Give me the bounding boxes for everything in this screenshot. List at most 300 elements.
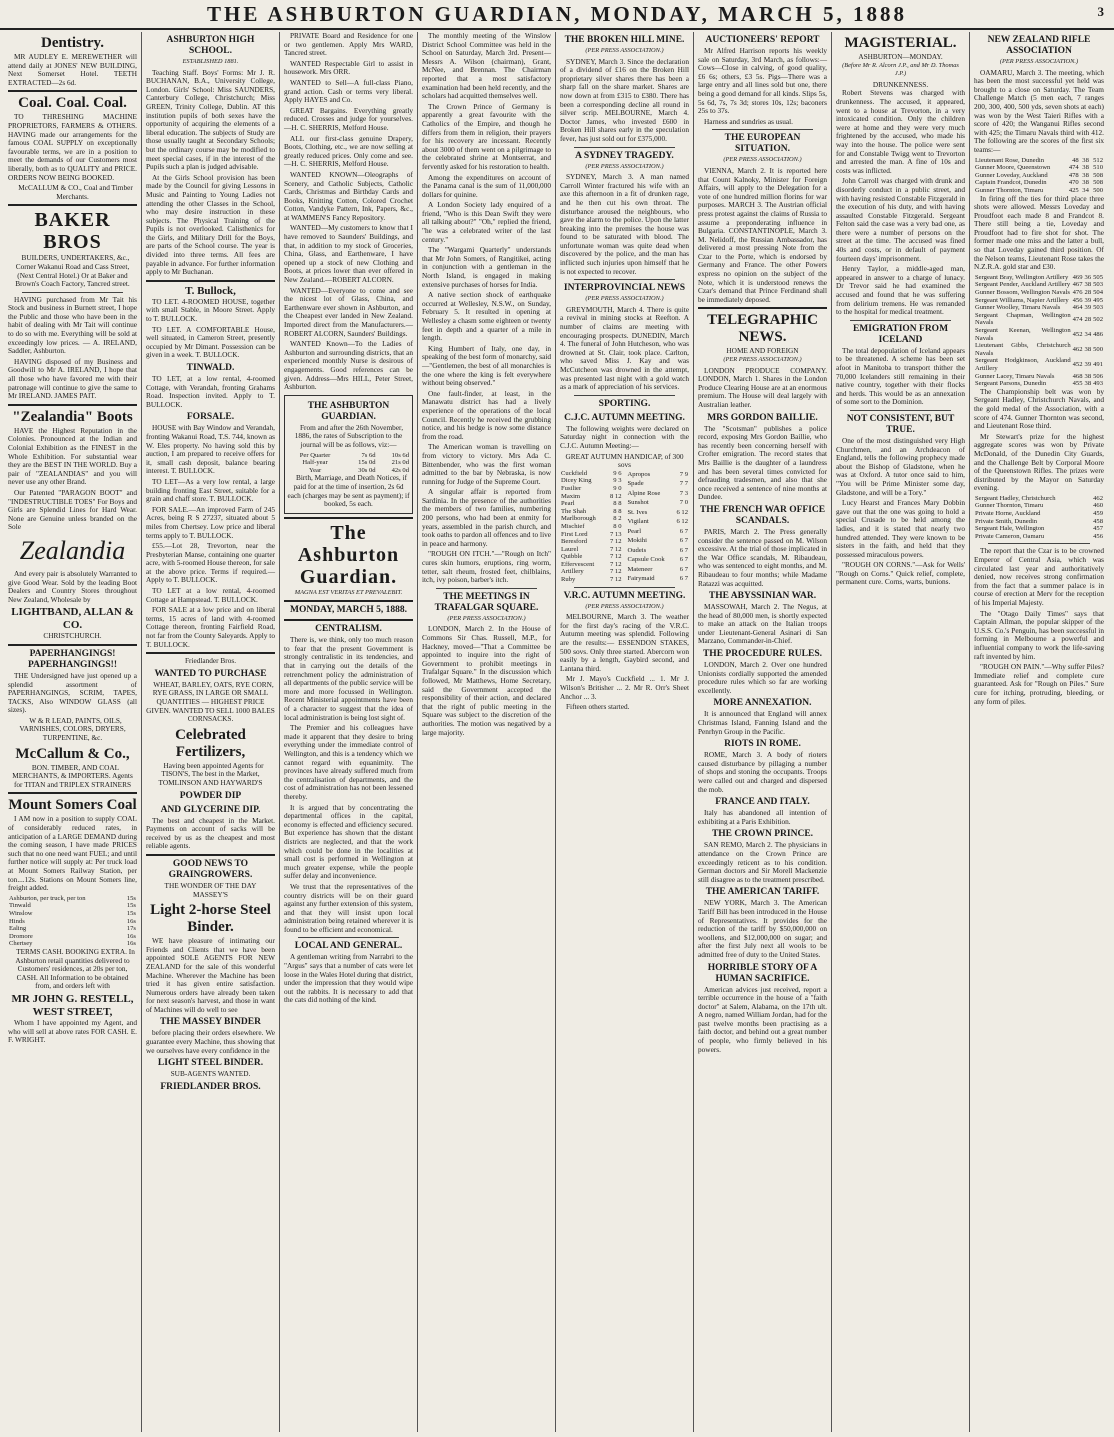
weight-row-w: 6 7 (679, 546, 688, 554)
team-score-row-a: 478 (1068, 171, 1079, 179)
aggregate-row-name: Private Smith, Dunedin (975, 517, 1038, 525)
rifle-text-3: The Championship belt was won by Sergeant Hadley, Christchurch Navals, and the gold medal of the Association, with a score of 474. Gunner Thornton was second, and Lieutenant Rose third. (974, 386, 1104, 431)
weight-row-w: 7 12 (609, 560, 622, 568)
wanted-purchase-heading: WANTED TO PURCHASE (154, 668, 267, 679)
team-score-row-name: Gunner Loveday, Auckland (975, 171, 1048, 179)
freight-table (8, 895, 137, 948)
weight-row-name: Apropos (627, 470, 651, 478)
divider (8, 204, 137, 206)
weight-row-name: Marlborough (561, 515, 596, 523)
score-row-b: 39 (1084, 304, 1092, 312)
score-row-b: 34 (1084, 330, 1092, 338)
freight-row-place: Chertsey (9, 940, 33, 948)
weight-row (560, 568, 623, 576)
local-text: A gentleman writing from Narrabri to the "Argus" says that a number of cats were let loose in the Wales Hotel during that district, under the impression that they would wipe out the rabbits. It is necessary to add that the cats did nothing of the kind. (284, 952, 413, 1005)
wonder-label: THE WONDER OF THE DAY (164, 880, 257, 890)
london-produce-text: LONDON PRODUCE COMPANY. LONDON, March 1. Shares in the London Produce Clearing House are at an enormous premium. The House will deal largely with Australian leather. (698, 365, 827, 409)
weight-row (560, 546, 623, 554)
bullock-heading: T. Bullock, (185, 284, 236, 297)
scores-table (974, 274, 1104, 388)
wanted-ad-6: WANTED KNOWN—Oleographs of Scenery, and Catholic Subjects, Catholic Cards, Christmas and Birthday Cards and Books, Knitting Cotton, Colored Crochet Cotton, Vandyke Pattern, Ink, Papers, &c., at WAMMEN'S Fancy Repository. (284, 169, 413, 222)
not-consistent-heading: NOT CONSISTENT, BUT TRUE. (846, 413, 955, 435)
score-row-b: 39 (1084, 296, 1092, 304)
weight-row-name: St. Ives (627, 508, 648, 516)
otago-text: The "Otago Daily Times" says that Captain Allman, the popular skipper of the U.S.S. Co.'s Penguin, has been successful in forming in Melbourne a powerful and influential company to work the life-saving raft invented by him. (974, 608, 1104, 661)
to-let-1: TO LET. 4-ROOMED HOUSE, together with small Stable, in Moore Street. Apply to T. BULLOCK. (146, 296, 275, 324)
france-italy-text: Italy has abandoned all intention of exhibiting at a Paris Exhibition. (698, 808, 827, 826)
freight-row-price: 15s (126, 894, 136, 902)
zealandia-brand-logo: Zealandia (19, 535, 126, 565)
aggregate-row-name: Private Cameron, Oamaru (975, 532, 1045, 540)
emigration-heading: EMIGRATION FROM ICELAND (852, 323, 949, 345)
weight-row-w: 7 12 (609, 545, 622, 553)
weight-row-name: Fusilier (561, 484, 582, 492)
score-row-a: 452 (1072, 361, 1083, 369)
binder-text: WE have pleasure of intimating our Friends and Clients that we have been appointed SOLE AGENTS FOR NEW ZEALAND for the sale of this wonderful Machine. Wherever the Machine has been tried it has given entire satisfaction. Numerous orders have already been taken for next season's harvest, and those in want of Machines will do well to see (146, 936, 275, 1014)
divider (22, 292, 123, 293)
rate-row-v2: 10s 6d (391, 451, 409, 459)
restell-name: MR JOHN G. RESTELL, WEST STREET, (11, 992, 134, 1018)
centralism-p4: We trust that the representatives of the country districts will be on their guard against any further extension of this system, and that they will insist upon local administration being retained wherever it is found to be efficient and economical. (284, 881, 413, 934)
to-let-2: TO LET. A COMFORTABLE House, well situated, in Cameron Street, presently occupied by Mr Dimant. Possession can be given in a week. T. BULLOCK. (146, 324, 275, 360)
procedure-text: LONDON, March 2. Over one hundred Unionists cordially supported the amended procedure rules which so far are working excellently. (698, 660, 827, 695)
divider (8, 404, 137, 406)
births-text: Birth, Marriage, and Death Notices, if paid for at the time of insertion, 2s 6d each (charges may be sent as payment); if booked, 5s each. (287, 473, 410, 509)
team-score-row-b: 38 (1082, 179, 1089, 187)
coal-heading: Coal. Coal. Coal. (18, 95, 127, 112)
weight-row-w: 7 13 (609, 530, 622, 538)
auctioneers-heading: AUCTIONEERS' REPORT (705, 35, 820, 45)
aristocrat-text: One fault-finder, at least, in the Manawatu district has had a lively experience of the operations of the local Council. Recently he received the grubbing notice, and his hedge is now some distance from the road. (422, 388, 551, 441)
tariff-text: NEW YORK, March 3. The American Tariff Bill has been introduced in the House of Representatives. It provides for the reduction of the tariff by $50,000,000 on woollens, and $12,000,000 on sugar; and after the first July next all wools to be admitted free of duty to the United States. (698, 898, 827, 959)
freight-row (8, 910, 137, 918)
riots-text: ROME, March 3. A body of rioters caused disturbance by pillaging a number of shops and stoning the occupants. Troops were called out and charged and dispersed the mob. (698, 750, 827, 794)
baker-heading: BAKER BROS (34, 209, 111, 254)
weight-row-w: 8 2 (613, 515, 622, 523)
weight-row (627, 555, 690, 564)
team-score-row (974, 172, 1104, 180)
abyssinian-text: MASSOWAH, March 2. The Negus, at the head of 80,000 men, is shortly expected to make an attack on the Italian troops under Lieutenant-General Asinari di San Marzano, Commander-in-Chief. (698, 602, 827, 646)
rate-row-label: Half-year (302, 459, 328, 467)
score-row-c: 502 (1093, 315, 1103, 323)
centralism-p3: It is argued that by concentrating the departmental offices in the capital, economy is effected and efficiency secured. But experience has shown that the distant districts are neglected, and that the work which could be done in the localities at small cost is performed in Wellington at much greater expense, while the people suffer delay and inconvenience. (284, 802, 413, 881)
weight-row-name: Alpine Rose (627, 489, 661, 497)
vrc-heading: V.R.C. AUTUMN MEETING. (563, 590, 686, 601)
press-label: (PER PRESS ASSOCIATION.) (585, 47, 664, 54)
weight-row-name: First Lord (561, 530, 588, 538)
score-row (974, 327, 1104, 342)
score-row-c: 503 (1093, 304, 1103, 312)
mccallum-sign: McCALLUM & CO., Coal and Timber Merchants. (18, 183, 133, 201)
christchurch-label: CHRISTCHURCH. (43, 631, 102, 641)
earthquake-text: A native section shock of earthquake occurred at Wellesley, N.S.W., on Sunday, February 5. It resulted in opening at Wellesley a chasm some eighteen or twenty feet in depth and a quarter of a mile in length. (422, 290, 551, 343)
weight-row (627, 574, 690, 584)
american-text: The American woman is travelling on from victory to victory. Mrs Ada C. Bittenbender, who was the first woman admitted to the bar by Nebraska, is now running for Judge of the Supreme Court. (422, 442, 551, 486)
weight-row-name: Effervescent (561, 560, 595, 568)
subscription-text: From and after the 26th November, 1886, the rates of Subscription to the journal will be as follows, viz:— (294, 422, 404, 449)
divider (284, 619, 413, 621)
aggregate-row-v: 460 (1093, 502, 1103, 510)
team-score-row (974, 157, 1104, 165)
zealandia-text: HAVE the Highest Reputation in the Colonies. Pronounced at the Indian and Colonial Exhibition as the FINEST in the Whole Exhibition. For substantial wear they are the BEST IN THE WORLD. Buy a pair of "ZEALANDIAS" and you will never use any other Brand. (8, 425, 137, 487)
score-row-b: 38 (1084, 372, 1092, 380)
forsale-heading: FORSALE. (186, 412, 235, 423)
wanted-ad-9: WANTED Known—To the Ladies of Ashburton and surrounding districts, that an experienced monthly Nurse is desirous of engagements. Good references can be given. Address—Mrs HILL, Peter Street, Ashburton. (284, 339, 413, 392)
team-score-row-c: 508 (1093, 171, 1103, 179)
weight-row-w: 6 7 (679, 537, 688, 545)
divider (698, 307, 827, 309)
weight-row (627, 508, 690, 517)
team-score-row (974, 164, 1104, 172)
score-row-name: Lieutenant Gibbs, Christchurch Navals (975, 342, 1071, 357)
weight-row-name: Capsule Cook (627, 556, 665, 564)
score-row-a: 476 (1072, 289, 1083, 297)
school-heading: ASHBURTON HIGH SCHOOL. (166, 35, 255, 56)
weight-row-w: 9 6 (613, 469, 622, 477)
broken-hill-heading: THE BROKEN HILL MINE. (564, 35, 685, 45)
team-score-row-name: Captain Frandcot, Dunedin (975, 179, 1047, 187)
aggregate-row-v: 462 (1093, 494, 1103, 502)
weight-row-name: Pearl (561, 500, 575, 508)
lightband-name: LIGHTBAND, ALLAN & CO. (11, 606, 134, 632)
subscription-box (284, 395, 413, 514)
friedlander-name: FRIEDLANDER BROS. (160, 1081, 261, 1092)
mccallum-ad-heading: McCallum & Co., (15, 745, 130, 762)
score-row-c: 486 (1093, 330, 1103, 338)
cjc-text: The following weights were declared on Saturday night in connection with the C.J.C. Autumn Meeting:— (560, 423, 689, 450)
score-row-b: 36 (1084, 273, 1092, 281)
zealandia-heading: "Zealandia" Boots (12, 408, 133, 425)
lucy-text: Lucy Hearst and Frances Mary Dobbin gave out that the one was going to hold a special Crusade to be held among the ladies, and it is stated that nearly two hundred attended. They were known to be sisters in the faith, and held that they possessed miraculous powers. (836, 498, 965, 559)
vrc-text: MELBOURNE, March 3. The weather for the first day's racing of the V.R.C. Autumn meeting was splendid. Following are the results:— ESSENDON STAKES, 500 sovs. Only three started. Abercorn won easily by a length, Gaybird second, and Lantana third. (560, 612, 689, 673)
divider (574, 587, 675, 588)
weight-row-name: Beresford (561, 538, 587, 546)
powder-dip: POWDER DIP (179, 790, 242, 801)
score-row-a: 469 (1072, 273, 1083, 281)
mccallum-ad-text: BON. TIMBER, AND COAL MERCHANTS, & IMPORTERS. Agents for TITAN and TRIPLEX STRAINERS (12, 762, 133, 789)
forsale-4: FOR SALE at a low price and on liberal terms, 15 acres of land with 4-roomed Cottage thereon, fronting Fairfield Road, not far from the County Saleyards. Apply to T. BULLOCK. (146, 605, 275, 649)
weight-row-name: Fairymaid (627, 575, 655, 583)
freight-row-place: Tinwald (9, 902, 31, 910)
weight-row (560, 561, 623, 569)
pait-text: HAVING disposed of my Business and Goodwill to Mr A. IRELAND, I hope that all those who have favored me with their patronage will continue to give the same to Mr IRELAND. JAMES PAIT. (8, 356, 137, 401)
magisterial-sub: ASHBURTON—MONDAY. (858, 52, 943, 61)
aggregate-row-v: 458 (1093, 517, 1103, 525)
freight-row-price: 16s (126, 932, 136, 940)
wanted-ad-4: GREAT Bargains. Everything greatly reduced. Crosses and judge for yourselves.—H. C. SHERRIS, Melford House. (284, 105, 413, 132)
score-row-c: 495 (1093, 296, 1103, 304)
rate-row-v1: 7s 6d (361, 451, 376, 459)
weight-row (627, 536, 690, 545)
freight-row-price: 17s (126, 925, 136, 933)
column-1 (4, 32, 142, 1432)
team-score-row-b: 38 (1082, 156, 1089, 164)
weight-row-name: Quibble (561, 553, 583, 561)
score-row-name: Sergeant Parsons, Dunedin (975, 380, 1047, 388)
weight-row-name: The Shah (561, 507, 587, 515)
french-heading: THE FRENCH WAR OFFICE SCANDALS. (699, 504, 826, 526)
telegraphic-sub: HOME AND FOREIGN (726, 346, 799, 356)
divider (436, 588, 537, 589)
auctioneers-text: Mr Alfred Harrison reports his weekly sale on Saturday, 3rd March, as follows:—Cows—Close in calving, of good quality, £6 6s; others, £3 5s. Pigs—There was a large entry and all lines sold but one, there being a good demand for all kinds. Slips 5s, 5s 6d, 7s, 7s 3d; stores 10s, 12s; baconers 25s to 37s. (698, 46, 827, 116)
weight-row (560, 470, 623, 478)
weight-row (627, 527, 690, 536)
column-7 (832, 32, 970, 1432)
freight-row (8, 925, 137, 933)
forsale-1: HOUSE with Bay Window and Verandah, fronting Wakanui Road, T.S. 744, known as W. Eles property. No having sold this by auction, I am prepared to receive offers for it, small cash deposit, balance bearing interest. T. BULLOCK. (146, 423, 275, 476)
freight-row (8, 918, 137, 926)
binder-heading: Light 2-horse Steel Binder. (150, 902, 271, 936)
weight-row-name: Dicey King (561, 477, 592, 485)
score-row-name: Sergeant Williams, Napier Artillery (975, 296, 1069, 304)
procedure-heading: THE PROCEDURE RULES. (702, 649, 823, 660)
rate-row-v1: 30s 0d (358, 466, 376, 474)
weight-row (560, 576, 623, 584)
sardinia-text: A singular affair is reported from Sardinia. In the presence of the authorities the members of two families, numbering 200 persons, who had been at enmity for years, assembled in the parish church, and took oaths to pardon all offences and to live in peace and harmony. (422, 487, 551, 548)
score-row (974, 357, 1104, 372)
team-score-row-a: 425 (1068, 186, 1079, 194)
divider (284, 517, 413, 519)
weight-row (560, 538, 623, 546)
dentistry-text: MR AUDLEY E. MEREWETHER will attend daily at JONES' NEW BUILDING, Next Somerset Hotel. TEETH EXTRACTED—2s 6d. (8, 52, 137, 87)
rate-row (287, 452, 410, 460)
wanted-ad-8: WANTED—Everyone to come and see the nicest lot of Glass, China, and Earthenware ever shown in Ashburton, and the Cheapest ever landed in New Zealand. Imported direct from the Manufacturers.—ROBERT ALCORN, Saunders' Buildings. (284, 285, 413, 338)
subscription-heading: THE ASHBURTON GUARDIAN. (307, 400, 390, 422)
paper-heading: PAPERHANGINGS! PAPERHANGINGS!! (27, 648, 118, 670)
weight-row-w: 7 3 (679, 489, 688, 497)
london-text: A London Society lady enquired of a friend, "Who is this Dean Swift they were all talking about?" "Oh," replied the friend, "he was a celebrated writer of the last century." (422, 200, 551, 244)
column-5 (556, 32, 694, 1432)
light-steel-binder: LIGHT STEEL BINDER. (157, 1058, 264, 1069)
team-score-row-name: Gunner Thornton, Timaru (975, 186, 1044, 194)
trafalgar-heading: THE MEETINGS IN TRAFALGAR SQUARE. (434, 591, 539, 613)
divider (8, 792, 137, 794)
weight-row (560, 477, 623, 485)
weights-tables (560, 470, 689, 584)
score-row-a: 464 (1072, 304, 1083, 312)
score-row-name: Sergeant Keenan, Wellington Navals (975, 327, 1071, 342)
press-label: (PER PRESS ASSOCIATION.) (447, 614, 526, 622)
magisterial-text-2: John Carroll was charged with drunk and disorderly conduct in a public street, and with having resisted Constable Fitzgerald in the execution of his duty, and with having assaulted Constable Fitzgerald. Sergeant Felton said the case was a very bad one, as there were a number of persons on the street at the time. The accused was fined 40s and costs, or in default of payment fourteen days' imprisonment. (836, 176, 965, 263)
rate-row-v1: 15s 0d (358, 459, 376, 467)
baillie-text: The "Scotsman" publishes a police record, exposing Mrs Gordon Baillie, who has recently been concerning herself with Crofter emigration. The record states that Mrs Baillie is the daughter of a laundress and has been several times convicted for defrauding tradesmen, and also that she once received a sentence of nine months at Dundee. (698, 423, 827, 502)
column-6 (694, 32, 832, 1432)
weight-row-w: 7 12 (609, 553, 622, 561)
sydney-heading: A SYDNEY TRAGEDY. (575, 150, 674, 161)
score-row (974, 342, 1104, 357)
weight-row (627, 498, 690, 507)
newspaper-title: THE ASHBURTON GUARDIAN, MONDAY, MARCH 5, 1888 (207, 2, 907, 26)
paper-text: THE Undersigned have just opened up a splendid assortment of PAPERHANGINGS, SCRIM, TAPES, TACKS, Also WINDOW GLASS (all sizes). (8, 670, 137, 715)
king-text: King Humbert of Italy, one day, in speaking of the best form of monarchy, said—"Gentlemen, the best of all monarchies is the one where the king is felt everywhere without being observed." (422, 343, 551, 388)
weight-row (560, 508, 623, 516)
divider (574, 147, 675, 148)
broken-hill-text: SYDNEY, March 3. Since the declaration of a dividend of £16 on the Broken Hill proprietary silver shares there has been a sharp fall on the share market. Shares are now down at from £315 to £380. There has been a corresponding decline all round in silver scrip. MELBOURNE, March 4. Doctor James, who invested £600 in Broken Hill shares early in the speculation fever, has just sold out for £375,000. (560, 56, 689, 143)
weight-row (627, 546, 690, 555)
weight-row-w: 7 12 (609, 568, 622, 576)
divider (284, 600, 413, 602)
massey-binder: THE MASSEY BINDER (159, 1017, 261, 1028)
magisterial-heading: MAGISTERIAL. (844, 35, 957, 51)
aggregate-row-name: Private Horne, Auckland (975, 510, 1041, 518)
wargami-text: The "Wargami Quarterly" understands that Mr John Somers, of Rangitikei, acting in conjunction with a gentleman in the North Island, is engaged in making extensive purchases of horses for India. (422, 245, 551, 289)
freight-row-place: Ealing (9, 925, 27, 933)
divider (574, 395, 675, 396)
team-score-row-b: 38 (1082, 171, 1089, 179)
press-label: (PER PRESS ASSOCIATION.) (585, 162, 664, 170)
weight-row-w: 7 9 (679, 470, 688, 478)
score-row-c: 505 (1093, 273, 1103, 281)
page-number: 3 (1097, 4, 1104, 19)
emigration-text: The total depopulation of Iceland appears to be threatened. A scheme has been set afoot in Manitoba to transport thither the 70,000 Icelanders still remaining in their native country, together with their flocks and herds. This would be as an annexation of some sort to the Dominion. (836, 345, 965, 407)
divider (850, 410, 951, 411)
weight-row-name: Mokihi (627, 537, 647, 545)
subagents-label: SUB-AGENTS WANTED. (170, 1069, 251, 1079)
paragon-text: Our Patented "PARAGON BOOT" and "INDESTRUCTIBLE TOES" For Boys and Girls are Splendid Lines for Hard Wear. None are Genuine unless branded on the Sole (8, 487, 137, 532)
weight-row-w: 8 8 (613, 507, 622, 515)
coal-text: TO THRESHING MACHINE PROPRIETORS, FARMERS & OTHERS. HAVING made our arrangements for the famous COAL SUPPLY on exceptionally favourable terms, we are in a position to meet the demands of our Customers most liberally, both as to QUALITY and PRICE. ORDERS NOW BEING BOOKED. (8, 112, 137, 182)
czar-text: The report that the Czar is to be crowned Emperor of Central Asia, which was circulated last year and authoritatively denied, now receives strong confirmation from the fact that a summer palace is in course of erection at Merv for the reception of his Imperial Majesty. (974, 546, 1104, 607)
weight-row-w: 9 3 (613, 477, 622, 485)
freight-row (8, 895, 137, 903)
wanted-ad-7: WANTED—My customers to know that I have removed to Saunders' Buildings, and that, in addition to my stock of Groceries, China, Glass, and Earthenware, I have opened up a stock of new Clothing and Boots, at prices lower than ever offered in New Zealand.—ROBERT ALCORN. (284, 223, 413, 285)
press-label: (PER PRESS ASSOCIATION.) (723, 156, 802, 164)
score-row-c: 504 (1093, 289, 1103, 297)
terms-text: TERMS CASH. BOOKING EXTRA. In Ashburton retail quantities delivered to Customers' residences, at 20s per ton, CASH. All Information to be obtained from, and orders left with (15, 946, 135, 991)
divider (850, 320, 951, 321)
weight-row-name: Spade (627, 480, 644, 488)
freight-row-price: 15s (126, 902, 136, 910)
trafalgar-text: LONDON, March 2. In the House of Commons Sir Chas. Russell, M.P., for Hackney, moved—"That a Committee be appointed to inquire into the right of Government to prohibit meetings in Trafalgar Square." In the discussion which followed, Mr Matthews, Home Secretary, said the Government accepted the responsibility of their action, and declared that the right of public meeting in the Square was subject to the discretion of the authorities. The motion was negatived by a large majority. (422, 624, 551, 737)
team-score-row-c: 512 (1093, 156, 1103, 164)
centralism-heading: CENTRALISM. (315, 624, 382, 635)
score-row-b: 38 (1084, 345, 1092, 353)
freight-row (8, 902, 137, 910)
dentistry-heading: Dentistry. (41, 35, 104, 51)
aggregate-row (974, 510, 1104, 518)
team-score-row-c: 510 (1093, 164, 1103, 172)
score-row-name: Sergeant Chapman, Wellington Navals (975, 311, 1071, 327)
sporting-heading: SPORTING. (598, 398, 651, 409)
centralism-p2: The Premier and his colleagues have made it apparent that they desire to bring everything under the immediate control of Wellington, and this is a tendency which we cannot regard with equanimity. The provinces have already suffered much from the centralisation of departments, and the cost of administration has not been lessened thereby. (284, 723, 413, 801)
weight-row-name: Ruby (561, 576, 576, 584)
divider (574, 279, 675, 280)
score-row-a: 467 (1072, 281, 1083, 289)
annexation-heading: MORE ANNEXATION. (713, 698, 812, 709)
aggregate-row (974, 533, 1104, 541)
team-score-row-b: 34 (1082, 186, 1089, 194)
weight-row-name: Mischief (561, 522, 585, 530)
rate-row-v2: 21s 0d (391, 459, 409, 467)
score-row (974, 297, 1104, 305)
weight-row (627, 479, 690, 488)
team-score-row (974, 179, 1104, 187)
score-row-a: 468 (1072, 372, 1083, 380)
divider (146, 854, 275, 856)
weight-row (560, 515, 623, 523)
massey-label: MASSEY'S (193, 889, 228, 899)
score-row-b: 38 (1084, 380, 1092, 388)
mount-somers-heading: Mount Somers Coal (8, 797, 137, 814)
weight-row-w: 6 12 (676, 508, 688, 516)
riots-heading: RIOTS IN ROME. (724, 739, 801, 750)
sydney-text: SYDNEY, March 3. A man named Carroll Winter fractured his wife with an axe this afternoon in a fit of drunken rage, and he then cut his own throat. The disturbance aroused the neighbours, who gave the alarm to the police. Upon the latter breaking into the premises the house was found to be saturated with blood. The unfortunate woman was quite dead when discovered by the police, and the man has inflicted such injuries upon himself that he is not expected to recover. (560, 172, 689, 276)
restell-text: Whom I have appointed my Agent, and who will sell at above rates FOR CASH. E. F. WRIGHT. (8, 1017, 137, 1045)
column-8 (970, 32, 1108, 1432)
freight-row-price: 15s (126, 909, 136, 917)
ireland-text: HAVING purchased from Mr Tait his Stock and business in Burnett street, I hope the Public and those who have been in the habit of dealing with Mr Tait will continue to do so with me. Everything will be sold at exceedingly low prices. — A. IRELAND, Saddler, Ashburton. (8, 294, 137, 356)
team-score-row-b: 38 (1082, 164, 1089, 172)
aggregate-row-name: Gunner Thornton, Timaru (975, 502, 1044, 510)
magisterial-bench: (Before Mr R. Alcorn J.P., and Mr D. Thomas J.P.) (842, 61, 959, 78)
horrible-text: American advices just received, report a terrible occurrence in the house of a "faith doctor" at Salem, Alabama, on the 17th ult. A negro, named William Jordan, had for the past twelve months been practising as a faith doctor, and behind out a great number of people, who firmly believed in his powers. (698, 984, 827, 1054)
crown-prince-heading: THE CROWN PRINCE. (711, 829, 814, 840)
weight-row-w: 6 7 (679, 527, 688, 535)
score-row-name: Gunner Lacey, Timaru Navals (975, 372, 1055, 380)
baker-text: BUILDERS, UNDERTAKERS, &c., Corner Wakanui Road and Cass Street, (Next Central Hotel.) Or at Baker and Brown's Coach Factory, Tancred street. (15, 253, 130, 289)
weight-row-name: Artillery (561, 568, 584, 576)
freight-row-place: Winslow (9, 909, 33, 917)
weight-row-w: 8 12 (609, 492, 622, 500)
score-row-name: Gunner Woolley, Timaru Navals (975, 304, 1061, 312)
score-row (974, 312, 1104, 327)
weight-row-name: Sunshot (627, 499, 649, 507)
to-let-5: TO LET at a low rental, 4-roomed Cottage at Hampstead. T. BULLOCK. (146, 586, 275, 604)
to-let-3: TO LET, at a low rental, 4-roomed Cottage, with Verandah, fronting Grahams Road. Inspection invited. Apply to T. BULLOCK. (146, 374, 275, 409)
rate-row-v2: 42s 0d (391, 466, 409, 474)
weight-row-w: 8 0 (613, 522, 622, 530)
belt-text: Mr Stewart's prize for the highest aggregate scores was won by Private McDonald, of the Dunedin City Guards, and the Challenge Belt by Corporal Moore of the Queenstown Rifles. The prizes were distributed by the Mayor on Saturday evening. (974, 431, 1104, 493)
score-row-c: 503 (1093, 281, 1103, 289)
local-heading: LOCAL AND GENERAL. (294, 941, 403, 952)
team-score-row-name: Lieutenant Rose, Dunedin (975, 156, 1045, 164)
school-text: Teaching Staff. Boys' Forms: Mr J. R. BUCHANAN, B.A., University College, London. Girls' School: Miss SAUNDERS, Canterbury College, Christchurch; Miss GREEN, Trinity College, Dublin. AT this institution pupils of both sexes have the opportunity of acquiring the elements of a liberal education. The subjects of Study are those usually taught at Secondary Schools; but the ordinary course may be modified to meet special cases, if in the interest of the Pupils such a plan is judged advisable. (146, 67, 275, 172)
forsale-3: £55.—Lot 28, Trevorton, near the Presbyterian Manse, containing one quarter acre, with 5-roomed House thereon, for sale at the above price. Terms if required.—Apply to T. BULLOCK. (146, 541, 275, 585)
weights-table-1 (560, 470, 623, 584)
score-row-c: 493 (1093, 380, 1103, 388)
team-score-row-name: Gunner Moore, Queenstown (975, 164, 1051, 172)
weight-row-w: 7 7 (679, 480, 688, 488)
tinwald-heading: TINWALD. (186, 363, 235, 373)
weights-table-2 (627, 470, 690, 584)
weight-row (560, 531, 623, 539)
wanted-ad-2: WANTED Respectable Girl to assist in housework. Mrs ORR. (284, 58, 413, 77)
weight-row (560, 523, 623, 531)
divider (712, 129, 813, 130)
aggregates-table (974, 495, 1104, 541)
school-established: ESTABLISHED 1881. (182, 58, 239, 65)
column-2 (142, 32, 280, 1432)
annexation-text: It is announced that England will annex Christmas Island, Fanning Island and the Penrhyn Group in the Pacific. (698, 709, 827, 736)
revenue-text: Among the expenditures on account of the Panama canal is the sum of 11,000,000 dollars for quinine. (422, 172, 551, 199)
divider (8, 90, 137, 92)
score-row-b: 28 (1084, 315, 1092, 323)
harness-text: Harness and sundries as usual. (704, 116, 793, 126)
paper-masthead: The Ashburton Guardian. (297, 521, 400, 588)
tariff-heading: THE AMERICAN TARIFF. (705, 887, 820, 898)
score-row-a: 456 (1072, 296, 1083, 304)
crown-prince-news: SAN REMO, March 2. The physicians in attendance on the Crown Prince are exceedingly reticent as to his condition. German doctors and Sir Morell Mackenzie still disagree as to the treatment prescribed. (698, 840, 827, 884)
glycerine-dip: AND GLYCERINE DIP. (160, 804, 261, 815)
wanted-ad-5: ALL our first-class genuine Drapery, Boots, Clothing, etc., we are now selling at greatly reduced prices. Only come and see.—H. C. SHERRIS, Melford House. (284, 133, 413, 169)
weight-row-name: Maxim (561, 492, 581, 500)
paper-motto: MAGNA EST VERITAS ET PREVALEBIT. (294, 588, 403, 596)
score-row-b: 28 (1084, 289, 1092, 297)
team-score-row-c: 500 (1093, 186, 1103, 194)
france-italy-heading: FRANCE AND ITALY. (715, 797, 810, 808)
wanted-ad-3: WANTED to Sell—A full-class Piano, grand action. Cash or terms very liberal. Apply HAYES and Co. (284, 77, 413, 105)
weight-row (560, 500, 623, 508)
